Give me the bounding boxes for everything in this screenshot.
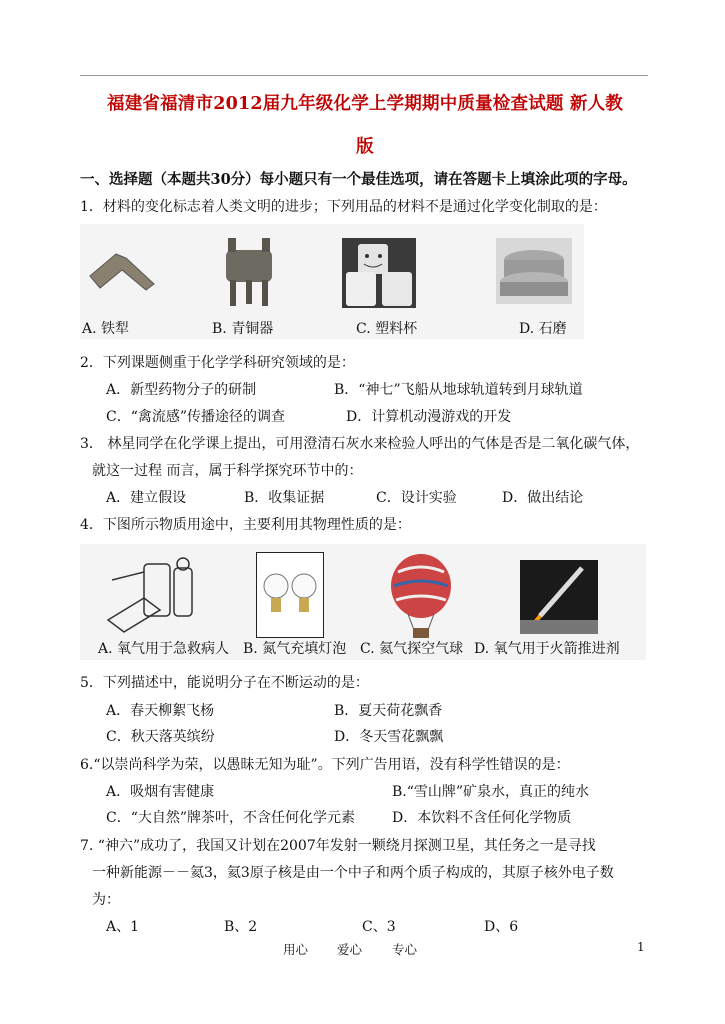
q6-option-a: A．吸烟有害健康 [106,784,215,800]
page-title: 福建省福清市2012届九年级化学上学期期中质量检查试题 新人教 [107,94,623,114]
q1-option-c: C. 塑料杯 [356,321,418,337]
q3-option-d: D．做出结论 [502,490,584,506]
q1-image-strip [80,224,584,339]
header-rule [80,75,648,76]
q5-stem: 5．下列描述中，能说明分子在不断运动的是： [80,675,369,691]
q2-option-d: D．计算机动漫游戏的开发 [346,409,512,425]
q6-option-b: B.“雪山牌”矿泉水，真正的纯水 [392,784,590,800]
page-title-cont: 版 [356,137,374,157]
q1-option-d: D. 石磨 [519,321,567,337]
page-number: 1 [637,940,645,954]
q2-option-a: A．新型药物分子的研制 [106,382,257,398]
q6-option-d: D．本饮料不含任何化学物质 [392,810,572,826]
plastic-cup-image [342,238,416,308]
q7-option-a: A、1 [106,919,140,935]
q3-option-b: B．收集证据 [244,490,325,506]
q6-option-c: C．“大自然”牌茶叶，不含任何化学元素 [106,810,356,826]
q4-stem: 4．下图所示物质用途中，主要利用其物理性质的是： [80,517,411,533]
q6-stem: 6.“以崇尚科学为荣，以愚昧无知为耻”。下列广告用语，没有科学性错误的是： [80,757,570,773]
iron-plow-image [86,244,158,304]
footer-text-1: 用心 [283,942,309,957]
q3-option-a: A．建立假设 [106,490,187,506]
q1-stem: 1．材料的变化标志着人类文明的进步；下列用品的材料不是通过化学变化制取的是： [80,199,607,215]
stone-mill-image [496,238,572,304]
q2-option-b: B．“神七”飞船从地球轨道转到月球轨道 [334,382,583,398]
q4-option-b: B. 氮气充填灯泡 [243,641,347,657]
q7-option-c: C、3 [362,919,396,935]
q5-option-a: A．春天柳絮飞杨 [106,703,215,719]
q5-option-d: D．冬天雪花飘飘 [334,729,444,745]
q7-stem-line3: 为： [92,892,120,908]
footer-text-2: 爱心 [337,942,363,957]
q7-option-d: D、6 [484,919,519,935]
q2-option-c: C．“禽流感”传播途径的调查 [106,409,286,425]
q4-option-a: A. 氧气用于急救病人 [98,641,230,657]
rocket-launch-image [520,560,598,634]
q1-option-b: B. 青铜器 [212,321,274,337]
light-bulbs-image [256,552,324,638]
q1-option-a: A. 铁犁 [82,321,130,337]
q5-option-c: C．秋天落英缤纷 [106,729,215,745]
q7-stem-line1: 7. “神六”成功了，我国又计划在2007年发射一颗绕月探测卫星，其任务之一是寻找 [80,838,596,854]
q2-stem: 2．下列课题侧重于化学学科研究领域的是： [80,355,355,371]
hot-air-balloon-image [386,552,456,640]
q4-option-c: C. 氦气探空气球 [360,641,464,657]
q7-option-b: B、2 [224,919,258,935]
q7-stem-line2: 一种新能源－－氦3，氦3原子核是由一个中子和两个质子构成的，其原子核外电子数 [92,865,614,881]
oxygen-first-aid-image [104,552,204,634]
bronze-ware-image [220,236,278,308]
q3-stem-line2: 就这一过程 而言，属于科学探究环节中的： [92,463,363,479]
q5-option-b: B．夏天荷花飘香 [334,703,443,719]
q3-option-c: C．设计实验 [376,490,457,506]
q4-option-d: D. 氧气用于火箭推进剂 [474,641,620,657]
section-heading: 一、选择题（本题共30分）每小题只有一个最佳选项，请在答题卡上填涂此项的字母。 [80,171,637,188]
q3-stem-line1: 3． 林星同学在化学课上提出，可用澄清石灰水来检验人呼出的气体是否是二氧化碳气体， [80,436,640,452]
footer-text-3: 专心 [392,942,418,957]
